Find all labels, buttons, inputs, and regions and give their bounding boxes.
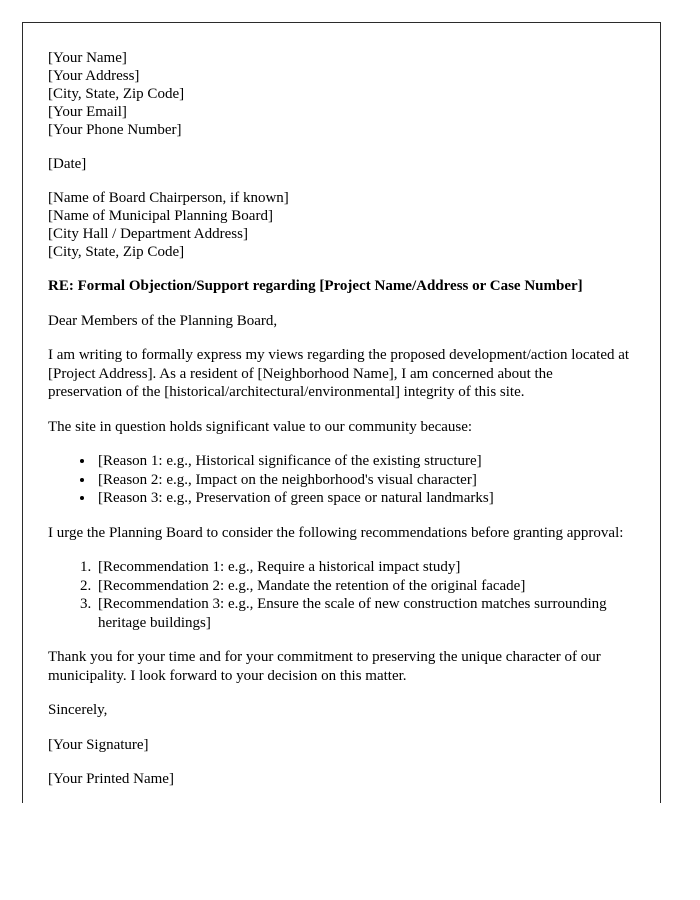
body-paragraph-1: I am writing to formally express my views regarding the proposed development/action located at [Project Address]. As a resident of [Neighborhood Name], I am concerned about the preservation of the [historical/architectural/environmental] integrity of this site. <box>48 347 630 400</box>
valediction: Sincerely, <box>48 702 108 718</box>
recipient-board-name: [Name of Municipal Planning Board] <box>48 208 273 224</box>
printed-name-line: [Your Printed Name] <box>48 771 174 787</box>
sender-name: [Your Name] <box>48 50 127 66</box>
recommendations-intro: I urge the Planning Board to consider the following recommendations before granting approval: <box>48 524 624 541</box>
sender-city-state-zip: [City, State, Zip Code] <box>48 86 185 102</box>
list-item: • [Reason 3: e.g., Preservation of green space or natural landmarks] <box>95 489 630 508</box>
date-block <box>48 155 630 173</box>
list-item: 2. [Recommendation 2: e.g., Mandate the retention of the original facade] <box>95 577 630 596</box>
list-item: • [Reason 2: e.g., Impact on the neighborhood's visual character] <box>95 471 630 490</box>
list-item: 3. [Recommendation 3: e.g., Ensure the scale of new construction matches surrounding heritage buildings] <box>95 595 630 632</box>
recipient-city-state-zip: [City, State, Zip Code] <box>48 244 185 260</box>
sender-email: [Your Email] <box>48 104 127 120</box>
closing-paragraph: Thank you for your time and for your commitment to preserving the unique character of our municipality. I look forward to your decision on this matter. <box>48 649 601 684</box>
sender-address-block <box>48 49 630 139</box>
list-item: • [Reason 1: e.g., Historical significance of the existing structure] <box>95 452 630 471</box>
recipient-address-block <box>48 189 630 261</box>
reasons-list <box>48 452 630 508</box>
letter-page <box>22 22 661 803</box>
sender-address: [Your Address] <box>48 68 140 84</box>
subject-line: RE: Formal Objection/Support regarding [Project Name/Address or Case Number] <box>48 278 583 294</box>
recommendations-list <box>48 558 630 632</box>
date-line: [Date] <box>48 156 87 172</box>
letter-content <box>23 23 660 789</box>
signature-line: [Your Signature] <box>48 736 149 753</box>
recipient-chairperson: [Name of Board Chairperson, if known] <box>48 190 289 206</box>
salutation: Dear Members of the Planning Board, <box>48 312 278 329</box>
recipient-department-address: [City Hall / Department Address] <box>48 226 248 242</box>
reasons-intro: The site in question holds significant value to our community because: <box>48 418 473 435</box>
list-item: 1. [Recommendation 1: e.g., Require a historical impact study] <box>95 558 630 577</box>
sender-phone: [Your Phone Number] <box>48 122 182 138</box>
